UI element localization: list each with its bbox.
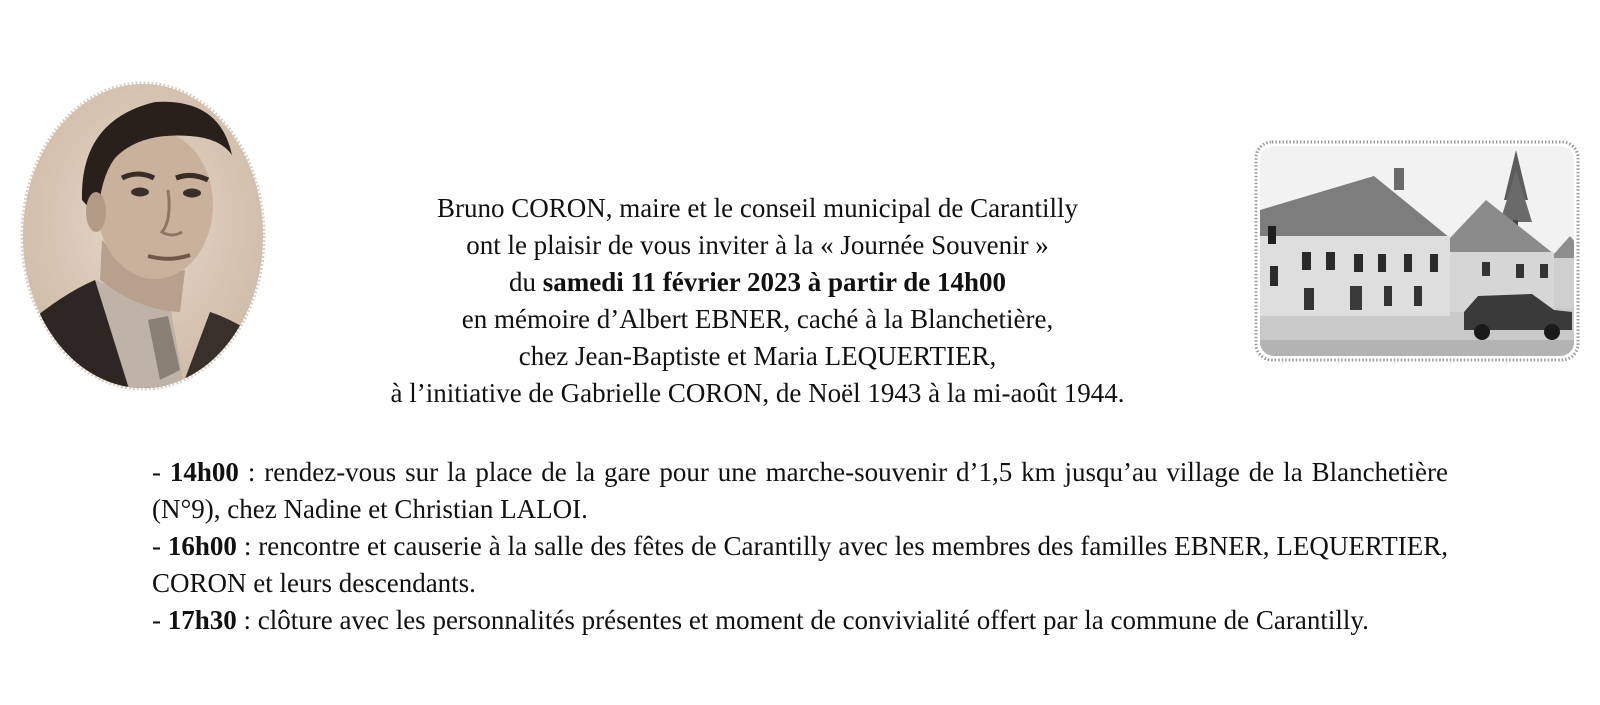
schedule-dash: - — [152, 605, 168, 635]
schedule-dash: - — [152, 457, 170, 487]
schedule-time: 16h00 — [167, 531, 237, 561]
invitation-line-hosts: chez Jean-Baptiste et Maria LEQUERTIER, — [518, 341, 997, 371]
schedule-item — [152, 454, 1448, 528]
schedule-item — [152, 602, 1448, 639]
date-prefix: du — [509, 267, 543, 297]
portrait-photo — [20, 80, 266, 392]
schedule-time: 17h30 — [167, 605, 237, 635]
invitation-line-initiative: à l’initiative de Gabrielle CORON, de Noël 1943 à la mi-août 1944. — [390, 378, 1125, 408]
schedule-description: : rencontre et causerie à la salle des fêtes de Carantilly avec les membres des familles EBNER, LEQUERTIER, CORON et leurs descendants. — [152, 531, 1448, 598]
event-date: samedi 11 février 2023 à partir de 14h00 — [542, 267, 1006, 297]
schedule-description: : rendez-vous sur la place de la gare pour une marche-souvenir d’1,5 km jusqu’au village de la Blanchetière (N°9), chez Nadine et Christian LALOI. — [152, 457, 1448, 524]
invitation-line-host: Bruno CORON, maire et le conseil municipal de Carantilly — [436, 193, 1079, 223]
schedule-description: : clôture avec les personnalités présentes et moment de convivialité offert par la commune de Carantilly. — [236, 605, 1369, 635]
portrait-illustration — [20, 80, 266, 392]
farmhouse-photo — [1254, 140, 1580, 362]
invitation-line-memory: en mémoire d’Albert EBNER, caché à la Blanchetière, — [461, 304, 1054, 334]
schedule-item — [152, 528, 1448, 602]
schedule-time: 14h00 — [169, 457, 239, 487]
farmhouse-illustration — [1254, 140, 1580, 362]
invitation-header — [280, 190, 1235, 412]
event-schedule — [152, 454, 1448, 639]
schedule-dash: - — [152, 531, 168, 561]
invitation-line-invite: ont le plaisir de vous inviter à la « Journée Souvenir » — [466, 230, 1049, 260]
invitation-line-date — [280, 264, 1235, 301]
